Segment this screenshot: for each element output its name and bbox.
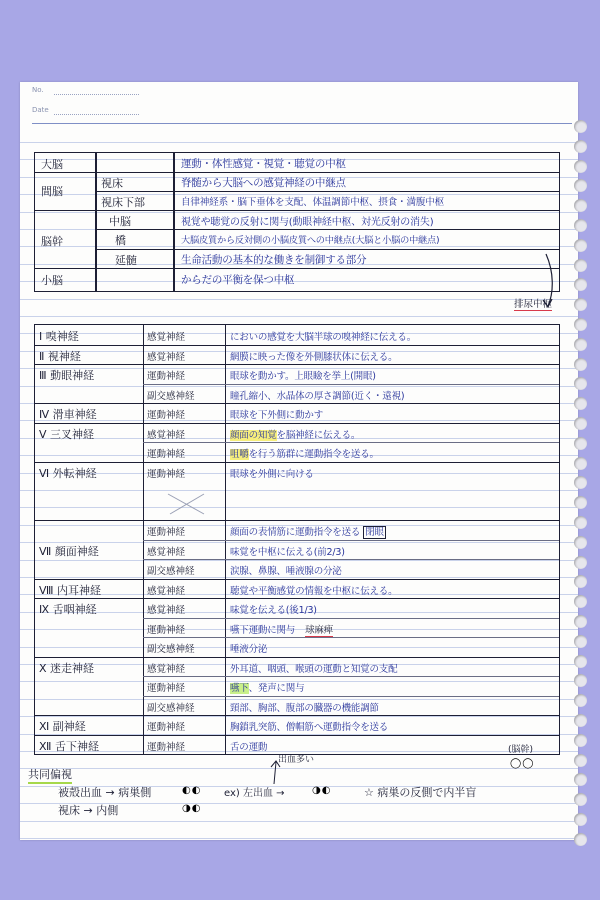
binder-hole (574, 417, 587, 430)
boxed-term: 閉眼 (365, 527, 384, 538)
nerve-name: Ⅺ 副神経 (39, 720, 86, 733)
binder-hole (574, 793, 587, 806)
binder-hole (574, 179, 587, 192)
binder-hole (574, 516, 587, 529)
function-text: 眼球を動かす。上眼瞼を挙上(開眼) (230, 371, 376, 382)
nerve-name: Ⅳ 滑車神経 (39, 408, 97, 421)
brain-sub-medulla: 延髄 (115, 254, 137, 267)
brain-part-cerebrum: 大脳 (41, 158, 63, 171)
nerve-function (230, 466, 314, 480)
nerve-name: Ⅸ 舌咽神経 (39, 603, 97, 616)
binder-hole (574, 536, 587, 549)
binder-hole (574, 714, 587, 727)
ruled-line (20, 299, 578, 300)
cross-out-mark (164, 490, 214, 518)
nerve-type: 運動神経 (147, 527, 186, 538)
binder-hole (574, 694, 587, 707)
eye-thalamus-icon: ◑◐ (182, 803, 202, 814)
nerve-type: 感覚神経 (147, 351, 186, 363)
ruled-line (20, 142, 578, 143)
highlighted-term: 顔面の知覚 (230, 429, 277, 441)
binder-hole (574, 199, 587, 212)
ruled-line (20, 838, 578, 839)
nerve-name: Ⅱ 視神経 (39, 349, 81, 363)
nerve-function (230, 739, 267, 753)
eye-diagram-icon: ◐◐ (182, 785, 202, 796)
nerve-type: 感覚神経 (147, 663, 186, 675)
binder-hole (574, 457, 587, 470)
binder-hole (574, 615, 587, 628)
nerve-function (230, 563, 342, 577)
nerve-name: Ⅲ 動眼神経 (39, 369, 95, 382)
cranial-nerves-table (34, 324, 560, 755)
row-divider (35, 715, 559, 716)
binder-hole (574, 496, 587, 509)
binder-hole (574, 655, 587, 668)
nerve-function (230, 524, 386, 538)
row-divider (35, 364, 559, 365)
binder-hole (574, 734, 587, 747)
function-text: 唾液分泌 (230, 644, 268, 655)
brain-table (34, 152, 560, 292)
date-label: Date (32, 106, 49, 114)
brain-sub-hypothalamus: 視床下部 (101, 196, 145, 209)
binder-hole (574, 813, 587, 826)
binder-hole (574, 298, 587, 311)
function-text: 眼球を外側に向ける (230, 468, 314, 480)
nerve-function (230, 661, 397, 675)
binder-hole (574, 338, 587, 351)
binder-hole (574, 140, 587, 153)
nerve-type: 運動神経 (147, 741, 186, 753)
nerve-type: 運動神経 (147, 410, 186, 421)
binder-hole (574, 239, 587, 252)
function-text: を行う筋群に運動指令を送る。 (248, 449, 379, 460)
brain-part-brainstem: 脳幹 (41, 235, 63, 248)
brain-part-cerebellum: 小脳 (41, 274, 63, 287)
nerve-function (230, 700, 379, 714)
nerve-type: 感覚神経 (147, 546, 186, 558)
brain-part-diencephalon: 間脳 (41, 185, 63, 198)
ruled-line (20, 316, 578, 317)
no-label: No. (32, 86, 44, 94)
eye-example-icon: ◑◐ (312, 785, 332, 796)
row-divider (35, 403, 559, 404)
brain-sub-midbrain: 中脳 (109, 215, 131, 228)
brain-desc-cerebrum: 運動・体性感覚・視覚・聴覚の中枢 (181, 158, 346, 170)
nerve-type: 運動神経 (147, 624, 186, 636)
binder-hole (574, 318, 587, 331)
nerve-function (230, 583, 397, 597)
highlighted-term: 咀嚼 (230, 449, 249, 460)
binder-hole (574, 754, 587, 767)
binder-hole (574, 575, 587, 588)
function-text: を脳神経に伝える。 (276, 429, 361, 441)
row-divider (35, 657, 559, 658)
function-text: 涙腺、鼻腺、唾液腺の分泌 (230, 566, 342, 577)
nerve-type: 運動神経 (147, 449, 186, 460)
binder-hole (574, 358, 587, 371)
binder-hole (574, 635, 587, 648)
brain-col-divider-2 (173, 153, 175, 291)
function-text: 聴覚や平衡感覚の情報を中枢に伝える。 (230, 585, 398, 597)
brain-desc-thalamus: 脊髄から大脳への感覚神経の中継点 (181, 177, 346, 189)
nerve-name: Ⅹ 迷走神経 (39, 661, 95, 675)
nerve-name: Ⅵ 外転神経 (39, 466, 97, 480)
binder-hole (574, 773, 587, 786)
eye-corner-icon: ◯◯ (510, 758, 535, 769)
notes-corner: (脳幹) (508, 745, 534, 755)
brain-desc-medulla: 生命活動の基本的な働きを制御する部分 (181, 254, 367, 266)
nerve-type: 運動神経 (147, 371, 186, 382)
nerve-function (230, 641, 267, 655)
notes-line2-left: 視床 → 内側 (58, 804, 119, 817)
nerve-type: 副交感神経 (147, 644, 195, 655)
binder-hole (574, 595, 587, 608)
nerve-type: 運動神経 (147, 683, 186, 694)
nerve-function (230, 407, 323, 421)
binder-hole (574, 259, 587, 272)
nerve-type: 感覚神経 (147, 332, 186, 343)
date-line (54, 114, 139, 115)
brain-sub-thalamus: 視床 (101, 177, 123, 190)
nerve-name: Ⅴ 三叉神経 (39, 427, 95, 441)
function-text: 舌の運動 (230, 741, 268, 753)
nerve-function (230, 680, 304, 694)
function-text: 外耳道、咽頭、喉頭の運動と知覚の支配 (230, 663, 398, 675)
function-text: 味覚を伝える(後1/3) (230, 605, 317, 616)
function-text: 胸鎖乳突筋、僧帽筋へ運動指令を送る (230, 722, 389, 733)
notes-above-arrow: 出血多い (278, 755, 315, 765)
nerve-type: 副交感神経 (147, 566, 195, 577)
nerve-type: 感覚神経 (147, 605, 186, 616)
nerve-name: Ⅻ 舌下神経 (39, 739, 99, 753)
binder-hole (574, 476, 587, 489)
notes-star-line: ☆ 病巣の反側で内半盲 (364, 786, 477, 799)
notebook-page (20, 82, 578, 840)
nerve-type: 感覚神経 (147, 585, 186, 597)
notes-line1-left: 被殻出血 → 病巣側 (58, 786, 152, 799)
brain-desc-hypothalamus: 自律神経系・脳下垂体を支配、体温調節中枢、摂食・満腹中枢 (181, 197, 445, 208)
row-divider (35, 579, 559, 580)
brain-desc-pons: 大脳皮質から反対側の小脳皮質への中継点(大脳と小脳の中継点) (181, 235, 440, 246)
nerve-function (230, 427, 360, 441)
brain-col-divider-1 (95, 153, 97, 291)
brain-sub-pons: 橋 (115, 234, 126, 247)
binder-hole (574, 219, 587, 232)
row-divider (35, 345, 559, 346)
row-divider (35, 735, 559, 736)
nerve-type: 運動神経 (147, 722, 186, 733)
nerve-type: 副交感神経 (147, 702, 195, 714)
nerve-function (230, 329, 416, 343)
function-text: 嚥下運動に関与 (230, 624, 296, 636)
nerve-name: Ⅰ 嗅神経 (39, 330, 79, 343)
no-line (54, 94, 139, 95)
binder-hole (574, 160, 587, 173)
highlighted-term: 嚥下 (230, 683, 249, 694)
notes-title: 共同偏視 (28, 766, 72, 784)
nerve-function (230, 602, 317, 616)
function-text: 眼球を下外側に動かす (230, 410, 324, 421)
brain-desc-midbrain: 視覚や聴覚の反射に関与(動眼神経中枢、対光反射の消失) (181, 217, 434, 228)
ruled-line (20, 821, 578, 822)
row-divider (35, 462, 559, 463)
nerve-type: 副交感神経 (147, 390, 195, 402)
red-underlined-term: 球麻痺 (305, 624, 334, 636)
nerve-function (230, 446, 379, 460)
row-divider (35, 520, 559, 521)
notes-line1-example: ex) 左出血 → (224, 788, 285, 799)
row-divider (35, 598, 559, 599)
nerve-function (230, 544, 345, 558)
brain-aside-note: 排尿中枢 (514, 296, 552, 311)
function-text: においの感覚を大脳半球の嗅神経に伝える。 (230, 332, 417, 343)
nerve-function (230, 349, 397, 363)
binder-hole (574, 437, 587, 450)
function-text: 頸部、胸部、腹部の臓器の機能調節 (230, 702, 379, 714)
brain-desc-cerebellum: からだの平衡を保つ中枢 (181, 274, 295, 286)
nerve-type: 運動神経 (147, 468, 186, 480)
nerve-type: 感覚神経 (147, 429, 186, 441)
binder-hole (574, 674, 587, 687)
nerve-function (230, 622, 333, 636)
binder-hole (574, 556, 587, 569)
ruled-line (20, 768, 578, 769)
binder-holes (574, 0, 594, 900)
row-divider (35, 423, 559, 424)
binder-hole (574, 377, 587, 390)
up-arrow-icon (266, 758, 282, 786)
function-text: 、発声に関与 (248, 683, 305, 694)
nerve-function (230, 719, 388, 733)
function-text: 網膜に映った像を外側膝状体に伝える。 (230, 351, 398, 363)
nerve-function (230, 368, 376, 382)
function-text: 顔面の表情筋に運動指令を送る (230, 527, 361, 538)
function-text: 瞳孔縮小、水晶体の厚さ調節(近く・遠視) (230, 390, 405, 402)
nerve-function (230, 388, 404, 402)
function-text: 味覚を中枢に伝える(前2/3) (230, 546, 345, 558)
binder-hole (574, 397, 587, 410)
nerve-name: Ⅷ 内耳神経 (39, 583, 101, 597)
binder-hole (574, 120, 587, 133)
nerve-name: Ⅶ 顔面神経 (39, 544, 99, 558)
binder-hole (574, 833, 587, 846)
binder-hole (574, 278, 587, 291)
header-rule (32, 123, 572, 124)
